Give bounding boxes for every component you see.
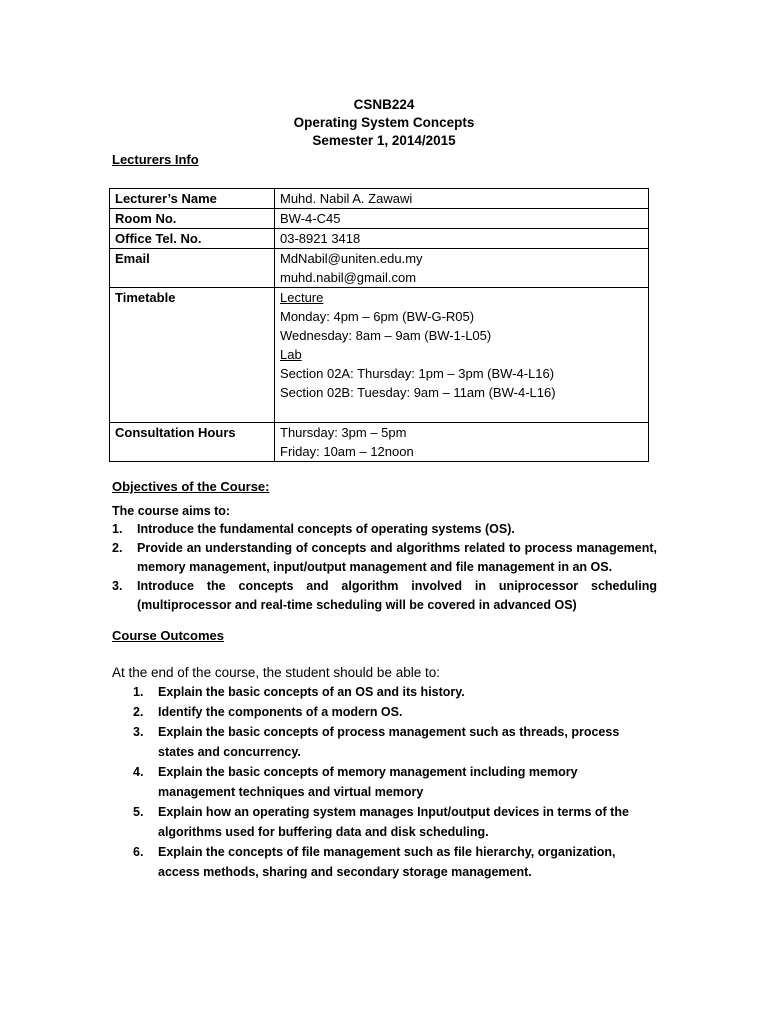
row-value: [275, 288, 649, 423]
objectives-heading: Objectives of the Course:: [112, 479, 270, 494]
table-row: [110, 423, 649, 462]
email-secondary: muhd.nabil@gmail.com: [280, 270, 417, 285]
outcomes-list: [133, 682, 653, 882]
list-text: Explain how an operating system manages Input/output devices in terms of the algorithms used for buffering data and disk scheduling.: [158, 805, 629, 839]
list-number: 4.: [133, 765, 144, 779]
course-name: Operating System Concepts: [293, 115, 475, 130]
course-code: CSNB224: [353, 97, 415, 112]
table-row: [110, 209, 649, 229]
list-text: Provide an understanding of concepts and algorithms related to process management, memory management, input/output management and file management in an OS.: [137, 541, 657, 574]
list-text: Explain the basic concepts of an OS and its history.: [158, 685, 465, 699]
row-label: Lecturer’s Name: [110, 189, 275, 209]
lecturer-info-table: [109, 188, 649, 462]
row-label: Consultation Hours: [110, 423, 275, 462]
list-item: [112, 577, 657, 615]
list-text: Explain the concepts of file management such as file hierarchy, organization, access methods, sharing and secondary storage management.: [158, 845, 616, 879]
table-row: [110, 189, 649, 209]
timetable-lecture-heading: Lecture: [280, 290, 324, 305]
objectives-list: [112, 520, 657, 615]
row-value: [275, 229, 649, 249]
list-text: Introduce the fundamental concepts of operating systems (OS).: [137, 522, 515, 536]
outcomes-intro: At the end of the course, the student should be able to:: [112, 665, 440, 680]
list-number: 3.: [133, 725, 144, 739]
list-number: 1.: [133, 685, 144, 699]
list-text: Explain the basic concepts of process management such as threads, process states and concurrency.: [158, 725, 620, 759]
table-row: [110, 288, 649, 423]
row-label: Room No.: [110, 209, 275, 229]
list-number: 2.: [112, 541, 123, 555]
list-text: Explain the basic concepts of memory management including memory management techniques and virtual memory: [158, 765, 578, 799]
row-label: Email: [110, 249, 275, 288]
row-label: Office Tel. No.: [110, 229, 275, 249]
row-value: [275, 249, 649, 288]
list-text: Introduce the concepts and algorithm involved in uniprocessor scheduling (multiprocessor and real-time scheduling will be covered in advanced OS): [137, 579, 657, 612]
row-value: [275, 423, 649, 462]
timetable-entry: Section 02B: Tuesday: 9am – 11am (BW-4-L16): [280, 385, 556, 400]
list-item: [133, 762, 653, 802]
table-row: [110, 229, 649, 249]
objectives-intro: The course aims to:: [112, 504, 231, 518]
list-item: [133, 702, 653, 722]
list-item: [133, 842, 653, 882]
outcomes-heading: Course Outcomes: [112, 628, 224, 643]
list-item: [133, 802, 653, 842]
timetable-entry: Monday: 4pm – 6pm (BW-G-R05): [280, 309, 475, 324]
row-value: [275, 209, 649, 229]
list-item: [133, 682, 653, 702]
semester: Semester 1, 2014/2015: [312, 133, 456, 148]
email-primary: MdNabil@uniten.edu.my: [280, 251, 423, 266]
list-item: [112, 539, 657, 577]
room-number: BW-4-C45: [280, 211, 341, 226]
timetable-entry: Wednesday: 8am – 9am (BW-1-L05): [280, 328, 492, 343]
timetable-lab-heading: Lab: [280, 347, 302, 362]
lecturer-name: Muhd. Nabil A. Zawawi: [280, 191, 413, 206]
list-item: [133, 722, 653, 762]
list-text: Identify the components of a modern OS.: [158, 705, 403, 719]
row-label: Timetable: [110, 288, 275, 423]
list-number: 1.: [112, 522, 123, 536]
list-number: 2.: [133, 705, 144, 719]
office-phone: 03-8921 3418: [280, 231, 361, 246]
table-row: [110, 249, 649, 288]
list-number: 5.: [133, 805, 144, 819]
row-value: [275, 189, 649, 209]
consultation-entry: Thursday: 3pm – 5pm: [280, 425, 407, 440]
lecturers-info-heading: Lecturers Info: [112, 152, 199, 167]
list-number: 3.: [112, 579, 123, 593]
consultation-entry: Friday: 10am – 12noon: [280, 444, 414, 459]
timetable-entry: Section 02A: Thursday: 1pm – 3pm (BW-4-L16): [280, 366, 555, 381]
list-item: [112, 520, 657, 539]
list-number: 6.: [133, 845, 144, 859]
